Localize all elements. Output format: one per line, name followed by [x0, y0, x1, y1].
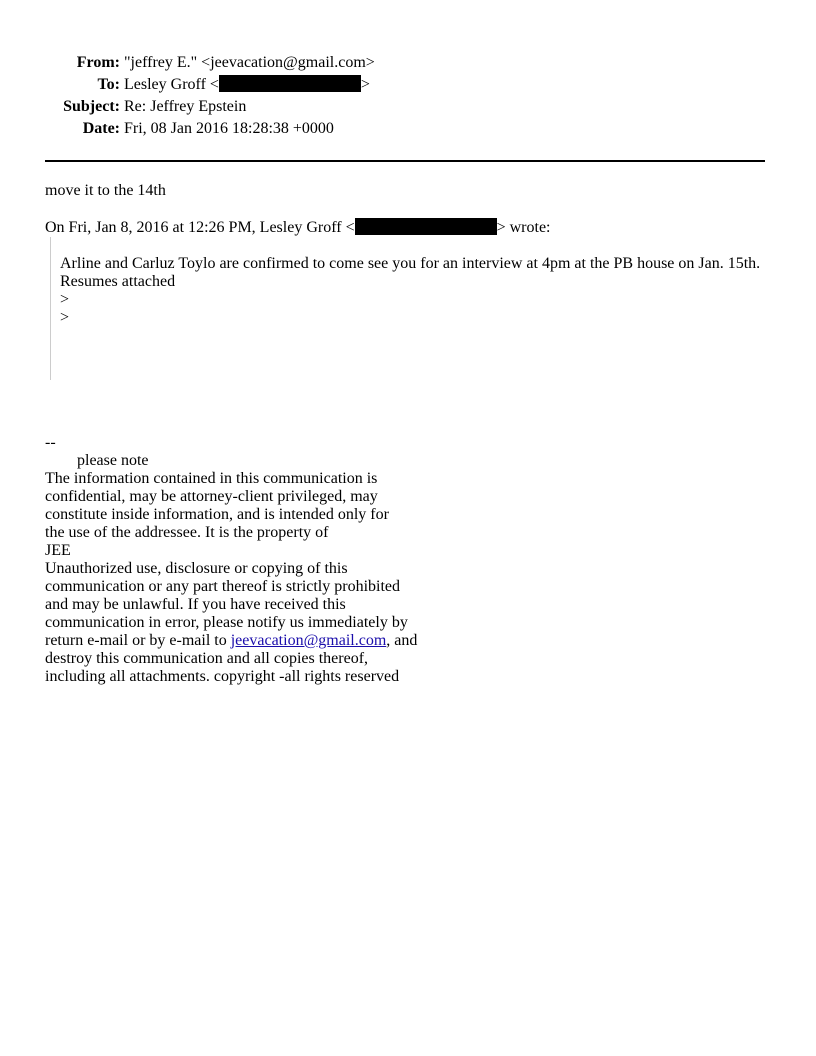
from-value: "jeffrey E." <jeevacation@gmail.com>: [124, 54, 375, 71]
quote-attrib-suffix: > wrote:: [496, 219, 551, 236]
redaction-box: [355, 218, 497, 235]
disclaimer-line: confidential, may be attorney-client privileged, may: [45, 488, 378, 505]
date-value: Fri, 08 Jan 2016 18:28:38 +0000: [124, 120, 334, 137]
return-prefix: return e-mail or by e-mail to: [45, 632, 231, 649]
signature-note: please note: [77, 452, 149, 469]
from-row: [45, 52, 375, 74]
from-label: From:: [76, 54, 120, 71]
header-divider: [45, 160, 765, 162]
to-prefix: Lesley Groff <: [124, 76, 219, 93]
signature-separator: --: [45, 434, 56, 451]
quoted-line: >: [60, 309, 70, 326]
disclaimer-line: constitute inside information, and is intended only for: [45, 506, 389, 523]
quoted-line: Resumes attached: [60, 273, 176, 290]
quoted-line: >: [60, 291, 70, 308]
reply-text: move it to the 14th: [45, 182, 166, 199]
signature-disclaimer: [45, 434, 465, 686]
quote-attribution: [45, 218, 551, 237]
subject-value: Re: Jeffrey Epstein: [124, 98, 247, 115]
date-label: Date:: [82, 120, 120, 137]
to-row: [45, 74, 375, 96]
quote-attrib-prefix: On Fri, Jan 8, 2016 at 12:26 PM, Lesley Groff <: [45, 219, 355, 236]
disclaimer-line: and may be unlawful. If you have received this: [45, 596, 346, 613]
disclaimer-line: JEE: [45, 542, 71, 559]
quoted-line: Arline and Carluz Toylo are confirmed to come see you for an interview at 4pm at the PB house on Jan. 15th.: [60, 255, 761, 272]
to-label: To:: [97, 76, 120, 93]
disclaimer-line: The information contained in this communication is: [45, 470, 378, 487]
subject-label: Subject:: [63, 98, 120, 115]
redaction-box: [219, 75, 361, 92]
disclaimer-line: [45, 632, 465, 650]
disclaimer-line: communication or any part thereof is strictly prohibited: [45, 578, 401, 595]
quoted-message: [50, 237, 770, 380]
to-suffix: >: [360, 76, 370, 93]
subject-row: [45, 96, 375, 118]
email-header: [45, 52, 375, 140]
disclaimer-line: communication in error, please notify us immediately by: [45, 614, 408, 631]
to-value: [124, 74, 375, 96]
disclaimer-line: Unauthorized use, disclosure or copying of this: [45, 560, 348, 577]
email-link[interactable]: jeevacation@gmail.com: [230, 632, 387, 649]
disclaimer-line: destroy this communication and all copies thereof,: [45, 650, 369, 667]
return-suffix: , and: [386, 632, 418, 649]
disclaimer-line: including all attachments. copyright -all rights reserved: [45, 668, 400, 685]
date-row: [45, 118, 375, 140]
disclaimer-line: the use of the addressee. It is the property of: [45, 524, 329, 541]
